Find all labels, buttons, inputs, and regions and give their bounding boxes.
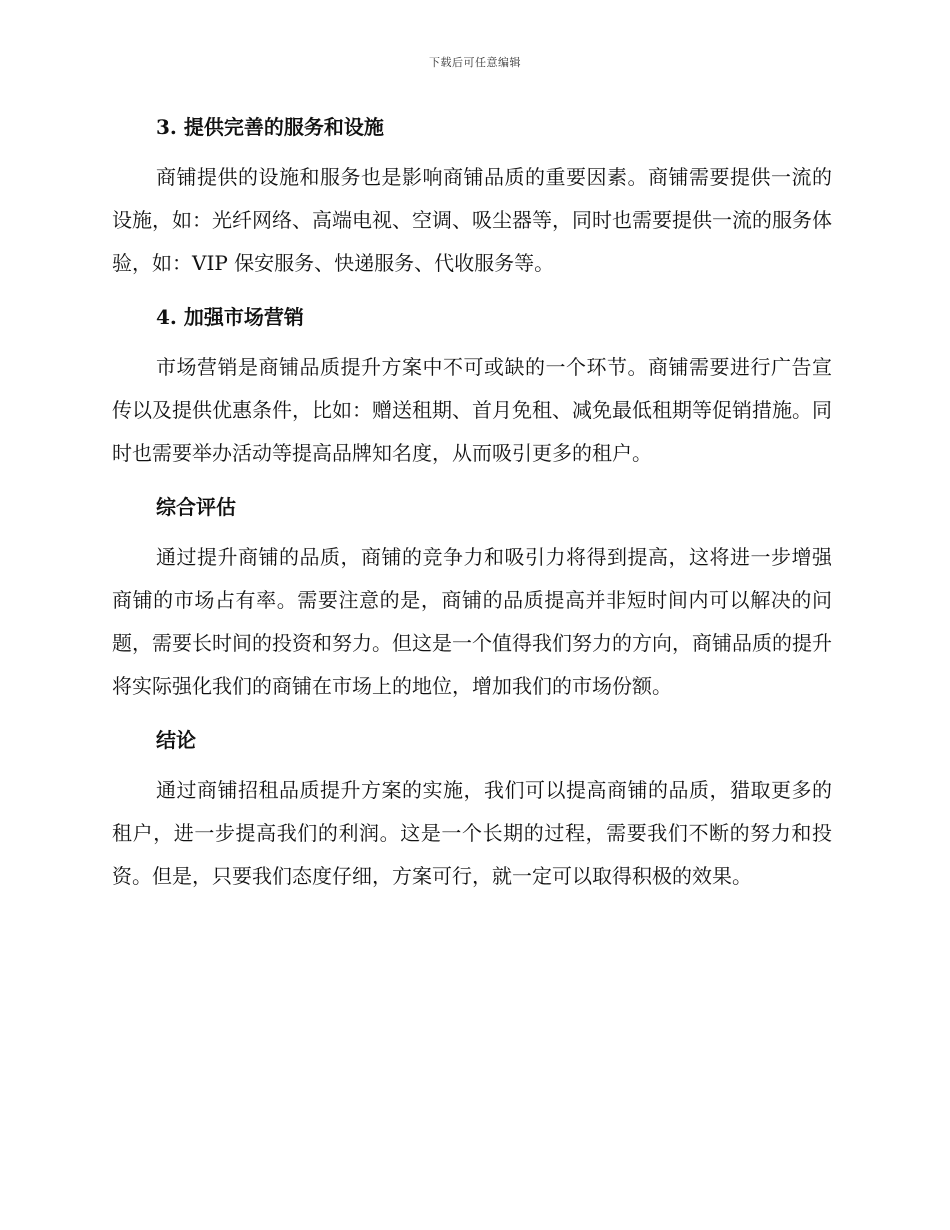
- section-heading-services: 3. 提供完善的服务和设施: [156, 115, 384, 139]
- section-paragraph-conclusion: 通过商铺招租品质提升方案的实施，我们可以提高商铺的品质，猎取更多的租户，进一步提高我们的利润。这是一个长期的过程，需要我们不断的努力和投资。但是，只要我们态度仔细，方案可行，就一定可以取得积极的效果。: [112, 778, 832, 888]
- section-paragraph-marketing: 市场营销是商铺品质提升方案中不可或缺的一个环节。商铺需要进行广告宣传以及提供优惠条件，比如：赠送租期、首月免租、减免最低租期等促销措施。同时也需要举办活动等提高品牌知名度，从而吸引更多的租户。: [112, 355, 832, 465]
- section-heading-marketing: 4. 加强市场营销: [156, 305, 304, 329]
- section-heading-evaluation: 综合评估: [156, 495, 236, 519]
- page-header: 下载后可任意编辑: [429, 56, 521, 69]
- document-body: [112, 112, 832, 898]
- section-paragraph-services: 商铺提供的设施和服务也是影响商铺品质的重要因素。商铺需要提供一流的设施，如：光纤网络、高端电视、空调、吸尘器等，同时也需要提供一流的服务体验，如：VIP 保安服务、快递服务、代收服务等。: [112, 165, 832, 275]
- section-paragraph-evaluation: 通过提升商铺的品质，商铺的竞争力和吸引力将得到提高，这将进一步增强商铺的市场占有率。需要注意的是，商铺的品质提高并非短时间内可以解决的问题，需要长时间的投资和努力。但这是一个值得我们努力的方向，商铺品质的提升将实际强化我们的商铺在市场上的地位，增加我们的市场份额。: [112, 545, 832, 698]
- section-heading-conclusion: 结论: [156, 728, 196, 752]
